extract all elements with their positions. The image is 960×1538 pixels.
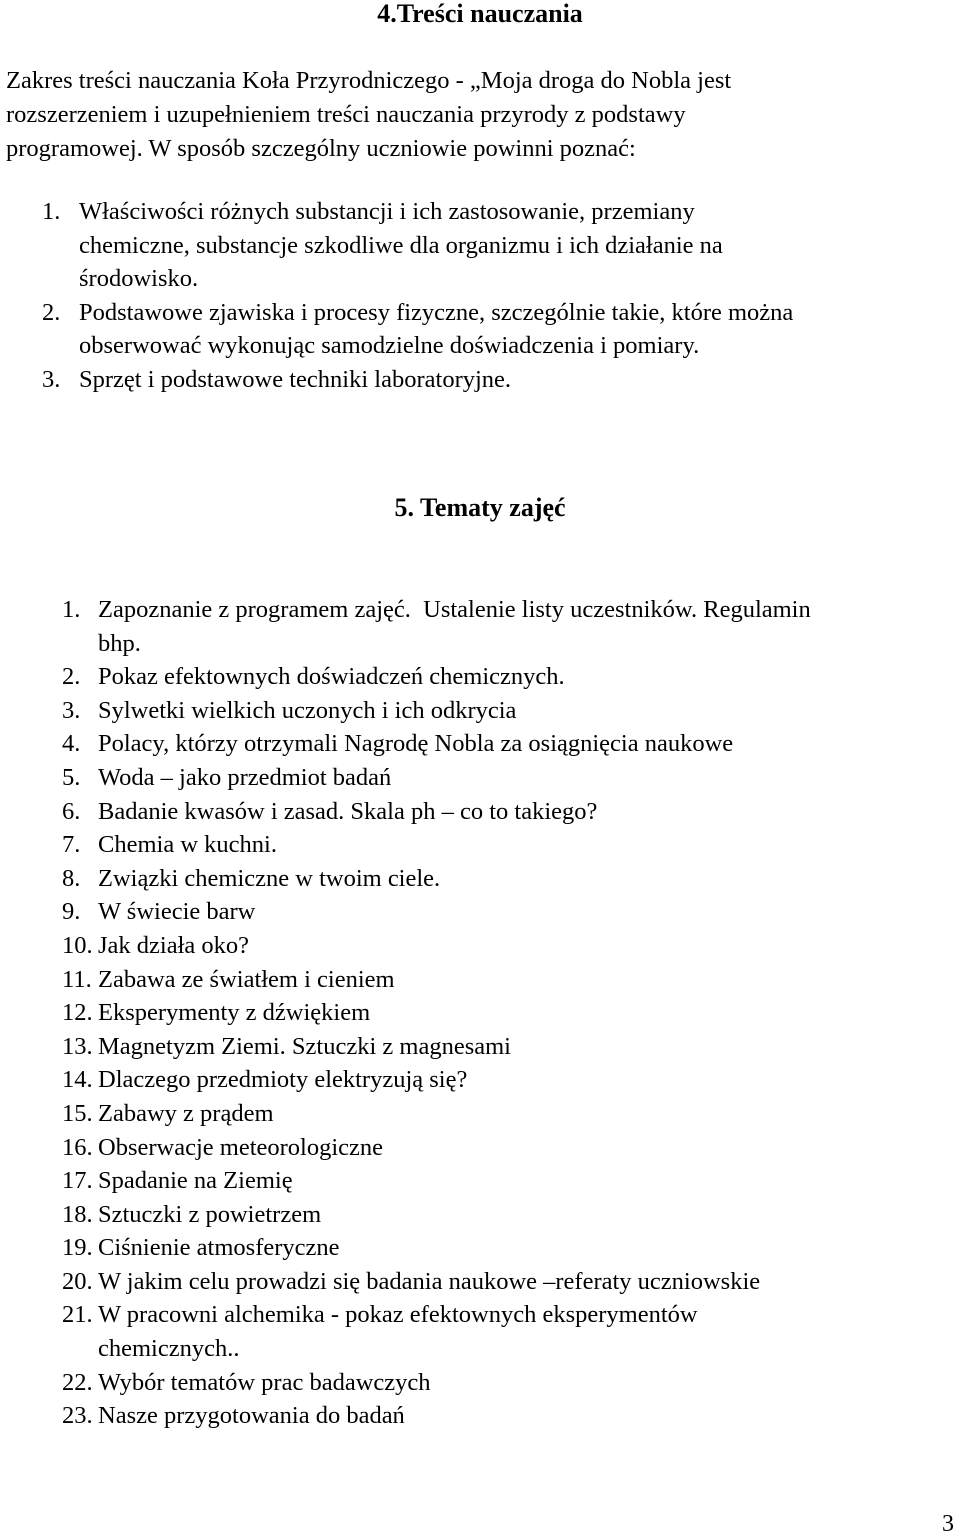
list-item-number: 22. (62, 1368, 93, 1396)
list-item (62, 694, 957, 728)
list-item-text-line: Sylwetki wielkich uczonych i ich odkrycia (98, 696, 517, 724)
list-item (62, 963, 957, 997)
section-4-heading: 4.Treści nauczania (377, 0, 583, 28)
list-item (62, 895, 957, 929)
list-item-text-line: W świecie barw (98, 898, 256, 926)
list-item-number: 15. (62, 1099, 93, 1127)
list-item-text-line: Eksperymenty z dźwiękiem (98, 999, 371, 1027)
list-item (62, 1198, 957, 1232)
list-item-text-line: Zapoznanie z programem zajęć. Ustalenie listy uczestników. Regulamin (98, 596, 811, 623)
list-item-text-line: Badanie kwasów i zasad. Skala ph – co to takiego? (98, 797, 598, 825)
intro-line: Zakres treści nauczania Koła Przyrodniczego - „Moja droga do Nobla jest (6, 67, 732, 94)
list-item (62, 1231, 957, 1265)
list-item (62, 1097, 957, 1131)
list-item (42, 195, 952, 296)
list-item-text-line: Magnetyzm Ziemi. Sztuczki z magnesami (98, 1032, 511, 1060)
list-item (62, 996, 957, 1030)
list-item-number: 16. (62, 1133, 93, 1161)
list-item (62, 1399, 957, 1433)
list-item-number: 23. (62, 1402, 93, 1430)
list-item (62, 795, 957, 829)
list-item-number: 2. (42, 298, 61, 326)
list-item (62, 761, 957, 795)
list-item-text-line: W pracowni alchemika - pokaz efektownych eksperymentów (98, 1301, 698, 1329)
list-item-number: 4. (62, 730, 81, 758)
list-item-text-line: Ciśnienie atmosferyczne (98, 1234, 340, 1262)
list-item (62, 828, 957, 862)
page-number: 3 (942, 1511, 954, 1537)
intro-line: rozszerzeniem i uzupełnieniem treści nauczania przyrody z podstawy (6, 101, 686, 128)
list-item (62, 862, 957, 896)
list-item-number: 1. (62, 596, 81, 623)
intro-line: programowej. W sposób szczególny uczniowie powinni poznać: (6, 135, 636, 162)
list-item-number: 9. (62, 898, 81, 926)
list-item (62, 660, 957, 694)
list-item-text-line: Związki chemiczne w twoim ciele. (98, 864, 441, 892)
list-item-text-line: Zabawa ze światłem i cieniem (98, 965, 395, 993)
list-item-number: 19. (62, 1234, 93, 1262)
list-item-text-line: Sztuczki z powietrzem (98, 1200, 322, 1228)
list-item (62, 593, 957, 660)
list-item-text-line: W jakim celu prowadzi się badania naukowe –referaty uczniowskie (98, 1267, 761, 1295)
list-item (42, 296, 952, 363)
list-item-text-line: chemicznych.. (98, 1335, 240, 1363)
section-5-topics-list (62, 593, 957, 1433)
list-item-number: 13. (62, 1032, 93, 1060)
list-item-text-line: środowisko. (79, 265, 199, 292)
list-item-text-line: Spadanie na Ziemię (98, 1167, 293, 1195)
list-item (62, 1366, 957, 1400)
list-item-text-line: Jak działa oko? (98, 931, 250, 959)
list-item-number: 2. (62, 663, 81, 691)
list-item (42, 363, 952, 397)
list-item-text-line: Podstawowe zjawiska i procesy fizyczne, szczególnie takie, które można (79, 298, 794, 326)
list-item-text-line: Obserwacje meteorologiczne (98, 1133, 384, 1161)
list-item-number: 17. (62, 1167, 93, 1195)
list-item-text-line: Wybór tematów prac badawczych (98, 1368, 431, 1396)
list-item (62, 1265, 957, 1299)
list-item-text-line: Pokaz efektownych doświadczeń chemicznych. (98, 663, 565, 691)
list-item (62, 727, 957, 761)
list-item-text-line: Nasze przygotowania do badań (98, 1402, 405, 1430)
list-item (62, 1131, 957, 1165)
list-item (62, 1063, 957, 1097)
list-item-text-line: chemiczne, substancje szkodliwe dla organizmu i ich działanie na (79, 231, 723, 259)
list-item-number: 8. (62, 864, 81, 892)
list-item-text-line: Polacy, którzy otrzymali Nagrodę Nobla za osiągnięcia naukowe (98, 730, 734, 758)
list-item-number: 6. (62, 797, 81, 825)
list-item-number: 3. (42, 365, 61, 393)
list-item-number: 11. (62, 965, 92, 993)
list-item-number: 7. (62, 831, 81, 859)
list-item-number: 20. (62, 1267, 93, 1295)
list-item-text-line: bhp. (98, 629, 141, 657)
list-item-text-line: Woda – jako przedmiot badań (98, 763, 392, 791)
list-item (62, 929, 957, 963)
list-item-text-line: Dlaczego przedmioty elektryzują się? (98, 1066, 468, 1094)
list-item-number: 3. (62, 696, 81, 724)
list-item-text-line: Sprzęt i podstawowe techniki laboratoryjne. (79, 365, 512, 393)
list-item-number: 10. (62, 931, 93, 959)
list-item-number: 21. (62, 1301, 93, 1329)
list-item-number: 12. (62, 999, 93, 1027)
section-5-heading: 5. Tematy zajęć (394, 493, 566, 522)
list-item-number: 18. (62, 1200, 93, 1228)
section-4-intro (6, 64, 906, 166)
list-item-number: 14. (62, 1066, 93, 1094)
list-item (62, 1298, 957, 1365)
section-4-list (42, 195, 952, 396)
list-item-text-line: Chemia w kuchni. (98, 831, 277, 859)
list-item-number: 5. (62, 763, 81, 791)
list-item (62, 1030, 957, 1064)
list-item-text-line: Właściwości różnych substancji i ich zastosowanie, przemiany (79, 198, 695, 225)
list-item (62, 1164, 957, 1198)
list-item-text-line: obserwować wykonując samodzielne doświadczenia i pomiary. (79, 332, 700, 359)
list-item-text-line: Zabawy z prądem (98, 1099, 274, 1127)
list-item-number: 1. (42, 198, 61, 225)
